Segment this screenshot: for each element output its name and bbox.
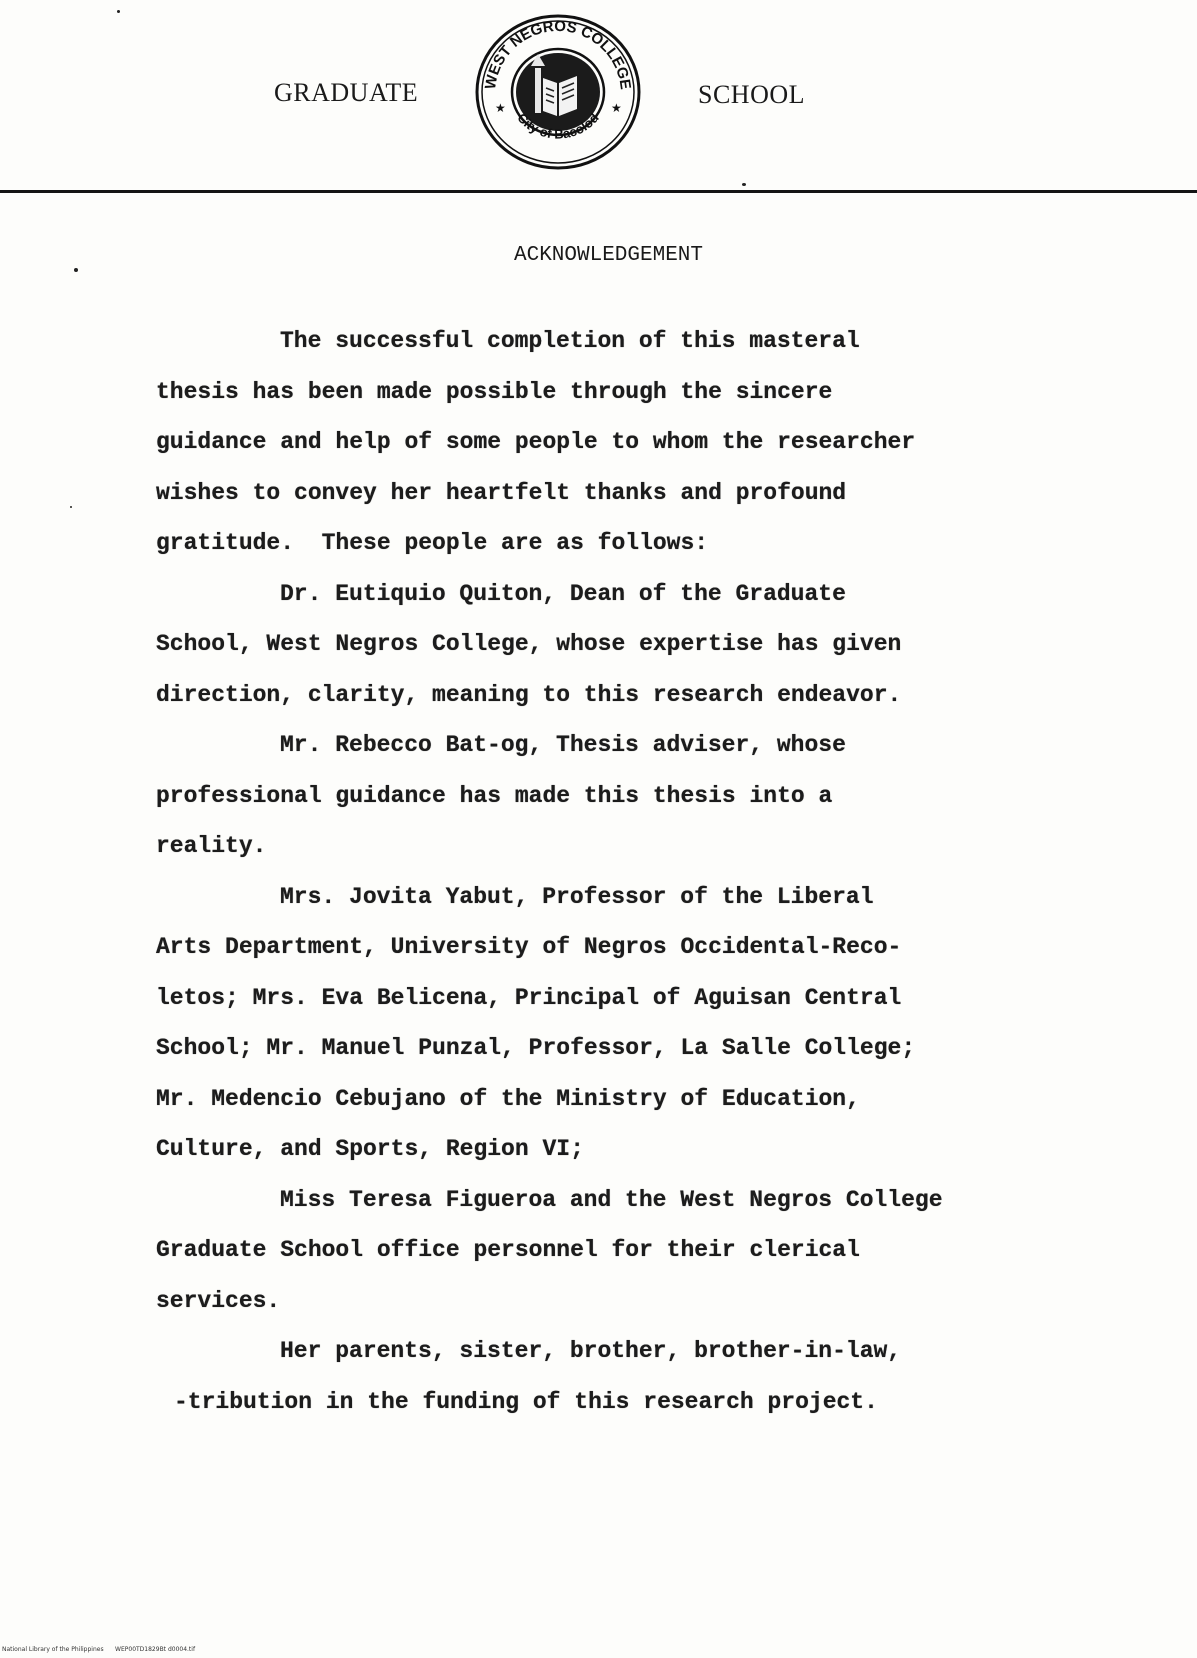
header-left-label: GRADUATE [274,78,419,107]
college-seal [473,8,643,170]
scan-speck [117,10,120,13]
header-right-label: SCHOOL [698,80,806,109]
header-divider [0,190,1197,193]
text-line: wishes to convey her heartfelt thanks and profound [156,479,847,506]
scan-speck [74,268,78,272]
text-line: reality. [156,833,267,859]
text-line: Culture, and Sports, Region VI; [156,1136,584,1162]
text-line: Dr. Eutiquio Quiton, Dean of the Graduate [280,580,846,607]
text-line: Graduate School office personnel for their clerical [156,1237,860,1263]
seal-top-text: WEST NEGROS COLLEGE [481,17,634,91]
page-title: ACKNOWLEDGEMENT [513,244,704,267]
footer-source: National Library of the Philippines [2,1646,104,1653]
seal-star-icon: ★ [611,101,622,115]
text-line: School; Mr. Manuel Punzal, Professor, La Salle College; [156,1035,916,1061]
text-line: Miss Teresa Figueroa and the West Negros College [280,1186,943,1213]
text-line: Mr. Rebecco Bat-og, Thesis adviser, whose [280,732,846,758]
footer-file: WEP00TD1829Bt d0004.tif [115,1646,196,1653]
text-line: letos; Mrs. Eva Belicena, Principal of Aguisan Central [156,984,902,1011]
scan-speck [70,506,72,508]
paragraph-staff [156,1175,1036,1327]
paragraph-panel [156,872,1036,1175]
paragraph-adviser [156,720,1036,872]
text-line: Mr. Medencio Cebujano of the Ministry of Education, [156,1085,860,1112]
text-line: services. [156,1287,281,1314]
seal-bottom-text: City of Bacolod [514,110,602,142]
paragraph-intro [156,316,1036,569]
text-line: Her parents, sister, brother, brother-in-law, [280,1338,902,1364]
text-line: School, West Negros College, whose expertise has given [156,631,902,657]
paragraph-dean [156,569,1036,721]
text-line: -tribution in the funding of this research project. [174,1388,878,1415]
text-line: direction, clarity, meaning to this research endeavor. [156,681,902,708]
text-line: Arts Department, University of Negros Occidental-Reco- [156,934,902,960]
text-line: guidance and help of some people to whom the researcher [156,429,916,455]
scan-speck [742,183,746,186]
text-line: The successful completion of this masteral [280,328,860,354]
text-line: Mrs. Jovita Yabut, Professor of the Liberal [280,883,874,910]
text-line: professional guidance has made this thesis into a [156,782,833,809]
text-line: thesis has been made possible through the sincere [156,378,833,405]
paragraph-family [156,1326,1036,1427]
scan-footer [2,1646,195,1653]
text-line: gratitude. These people are as follows: [156,530,709,556]
seal-star-icon: ★ [495,101,506,115]
acknowledgement-body [156,316,1036,1427]
